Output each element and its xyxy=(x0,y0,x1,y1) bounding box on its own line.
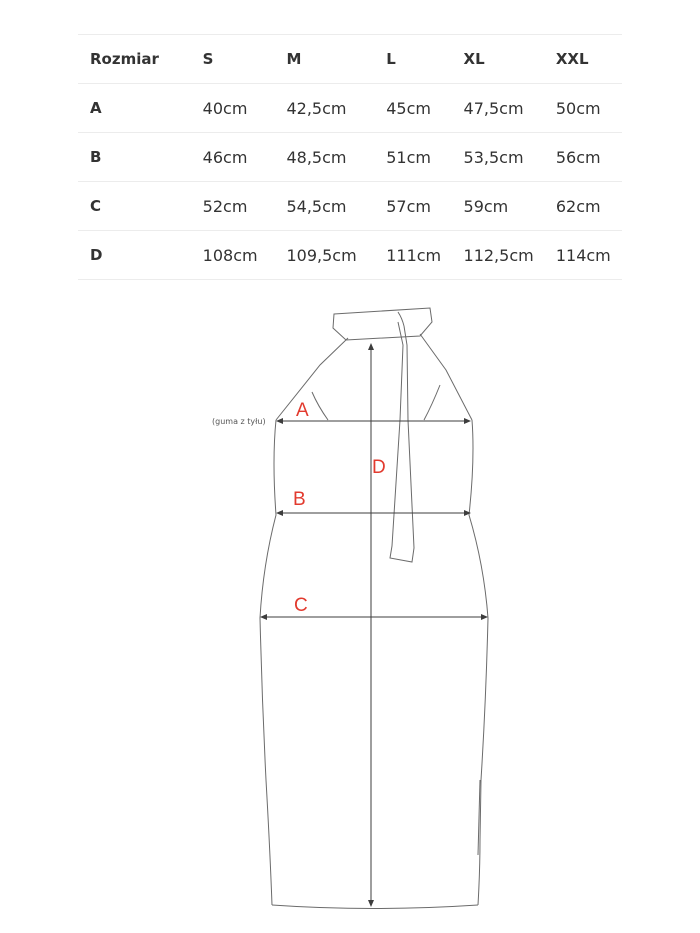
table-cell: 46cm xyxy=(203,133,287,182)
table-cell: 59cm xyxy=(464,182,556,231)
table-cell: 51cm xyxy=(386,133,463,182)
measure-b xyxy=(276,510,471,516)
table-cell: 56cm xyxy=(556,133,622,182)
table-cell: 57cm xyxy=(386,182,463,231)
table-cell: 109,5cm xyxy=(286,231,386,280)
table-cell: 52cm xyxy=(203,182,287,231)
table-cell: 40cm xyxy=(203,84,287,133)
table-cell: 50cm xyxy=(556,84,622,133)
table-cell: 54,5cm xyxy=(286,182,386,231)
row-label: D xyxy=(78,231,203,280)
measure-label-d: D xyxy=(372,457,386,478)
header-cell-s: S xyxy=(203,35,287,84)
header-cell-size: Rozmiar xyxy=(78,35,203,84)
row-label: C xyxy=(78,182,203,231)
table-cell: 48,5cm xyxy=(286,133,386,182)
row-label: A xyxy=(78,84,203,133)
measure-label-a: A xyxy=(296,400,309,421)
measure-label-c: C xyxy=(294,595,308,616)
table-cell: 42,5cm xyxy=(286,84,386,133)
header-cell-xxl: XXL xyxy=(556,35,622,84)
table-cell: 108cm xyxy=(203,231,287,280)
row-label: B xyxy=(78,133,203,182)
table-cell: 114cm xyxy=(556,231,622,280)
table-cell: 112,5cm xyxy=(464,231,556,280)
table-cell: 53,5cm xyxy=(464,133,556,182)
table-cell: 45cm xyxy=(386,84,463,133)
table-cell: 62cm xyxy=(556,182,622,231)
elastic-note: (guma z tyłu) xyxy=(212,417,266,426)
measure-label-b: B xyxy=(293,489,306,510)
measure-d xyxy=(368,343,374,907)
table-cell: 111cm xyxy=(386,231,463,280)
header-cell-m: M xyxy=(286,35,386,84)
table-cell: 47,5cm xyxy=(464,84,556,133)
header-cell-l: L xyxy=(386,35,463,84)
header-cell-xl: XL xyxy=(464,35,556,84)
